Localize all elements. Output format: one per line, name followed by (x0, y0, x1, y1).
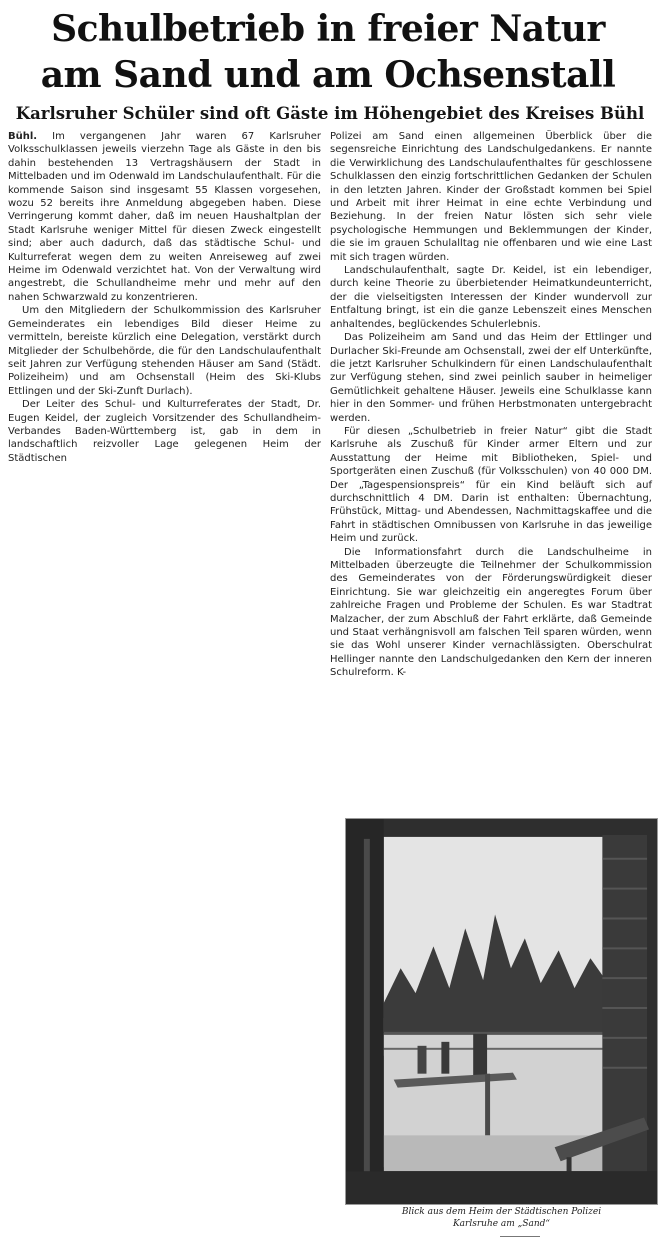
paragraph-text: Im vergangenen Jahr waren 67 Karlsruher Volksschulklassen jeweils vierzehn Tage als Gäste in den bis dahin bestehenden 13 Vertragshäusern der Stadt in Mittelbaden und im Odenwald im Landschulaufenthalt. Für die kommende Saison sind insgesamt 55 Klassen vorgesehen, wozu 52 bereits ihre Anmeldung abgegeben haben. Diese Verringerung kommt daher, daß im neuen Haushaltplan der Stadt Karlsruhe weniger Mittel für diesen Zweck eingestellt sind; aber auch dadurch, daß das städtische Schul- und Kulturreferat wegen dem zu weiten Anreiseweg auf zwei Heime im Odenwald verzichtet hat. Von der Verwaltung wird angestrebt, die Schullandheime mehr und mehr auf den nahen Schwarzwald zu konzentrieren. (8, 131, 321, 303)
photo-illustration (346, 819, 657, 1204)
headline-line-2: am Sand und am Ochsenstall (40, 54, 616, 96)
photo-caption (345, 1206, 658, 1230)
article-photo (345, 818, 658, 1205)
paragraph: Polizei am Sand einen allgemeinen Überblick über die segensreiche Einrichtung des Landschulgedankens. Er nannte die Verwirklichung des Landschulaufenthaltes für geschlossene Schulklassen den einzig fortschrittlichen Gedanken der Schulen in den letzten Jahren. Kinder der Großstadt kommen bei Spiel und Arbeit mit ihrer Heimat in eine echte Verbindung und Beziehung. In der freien Natur lösten sich sehr viele psychologische Hemmungen und Beklemmungen der Kinder, die sie im grauen Schulalltag nie offenbaren und wie eine Last mit sich tragen würden. (330, 131, 652, 263)
dateline: Bühl. (8, 131, 38, 142)
headline (8, 6, 648, 98)
paragraph: Für diesen „Schulbetrieb in freier Natur“ gibt die Stadt Karlsruhe als Zuschuß für Kinder armer Eltern und zur Ausstattung der Heime mit Bibliotheken, Spiel- und Sportgeräten einen Zuschuß (für Volksschulen) von 40 000 DM. Der „Tagespensionspreis“ für ein Kind beläuft sich auf durchschnittlich 4 DM. Darin ist enthalten: Übernachtung, Frühstück, Mittag- und Abendessen, Nachmittagskaffee und die Fahrt in städtischen Omnibussen von Karlsruhe in das jeweilige Heim und zurück. (330, 425, 652, 545)
headline-line-1: Schulbetrieb in freier Natur (51, 8, 605, 50)
paragraph-text: Die Informationsfahrt durch die Landschulheime in Mittelbaden überzeugte die Teilnehmer der Schulkommission des Gemeinderates von der Förderungswürdigkeit dieser Einrichtung. Sie war gleichzeitig ein angeregtes Forum über zahlreiche Fragen und Probleme der Schulen. Es war Stadtrat Malzacher, der zum Abschluß der Fahrt erklärte, daß Gemeinde und Staat verhängnisvoll am falschen Teil sparen würden, wenn sie das Wohl unserer Kinder vernachlässigten. Oberschulrat Hellinger nannte den Landschulgedanken den Kern der inneren Schulreform. (330, 546, 652, 679)
photo-caption-line-2: Karlsruhe am „Sand“ (452, 1219, 551, 1229)
paragraph (8, 130, 321, 304)
paragraph (330, 546, 652, 680)
paragraph: Um den Mitgliedern der Schulkommission des Karlsruher Gemeinderates ein lebendiges Bild dieser Heime zu vermitteln, bereiste kürzlich eine Delegation, verstärkt durch Mitglieder der Schulbehörde, die für den Landschulaufenthalt seit Jahren zur Verfügung stehenden Häuser am Sand (Städt. Polizeiheim) und am Ochsenstall (Heim des Ski-Klubs Ettlingen und der Ski-Zunft Durlach). (8, 305, 321, 397)
paragraph: Der Leiter des Schul- und Kulturreferates der Stadt, Dr. Eugen Keidel, der zugleich Vorsitzender des Schullandheim-Verbandes Baden-Württemberg ist, gab in dem in landschaftlich reizvoller Lage gelegenen Heim der Städtischen (8, 399, 321, 464)
divider (500, 1236, 540, 1237)
article-column-left (8, 130, 321, 465)
subheadline: Karlsruher Schüler sind oft Gäste im Höhengebiet des Kreises Bühl (15, 104, 645, 123)
paragraph: Landschulaufenthalt, sagte Dr. Keidel, ist ein lebendiger, durch keine Theorie zu überbietender Heimatkundeunterricht, der die vielseitigsten Interessen der Kinder wundervoll zur Entfaltung bringt, ist ein die ganze Lebenszeit eines Menschen anhaltendes, beglückendes Schulerlebnis. (330, 265, 652, 330)
paragraph: Das Polizeiheim am Sand und das Heim der Ettlinger und Durlacher Ski-Freunde am Ochsenstall, zwei der elf Unterkünfte, die jetzt Karlsruher Schulkindern für einen Landschulaufenthalt zur Verfügung stehen, sind zwei peinlich sauber in heimeliger Gemütlichkeit gehaltene Häuser. Jeweils eine Schulklasse kann hier in den Sommer- und frühen Herbstmonaten untergebracht werden. (330, 332, 652, 424)
photo-caption-line-1: Blick aus dem Heim der Städtischen Polizei (401, 1207, 602, 1217)
article-column-right (330, 130, 652, 680)
author-signature: K- (397, 667, 407, 679)
